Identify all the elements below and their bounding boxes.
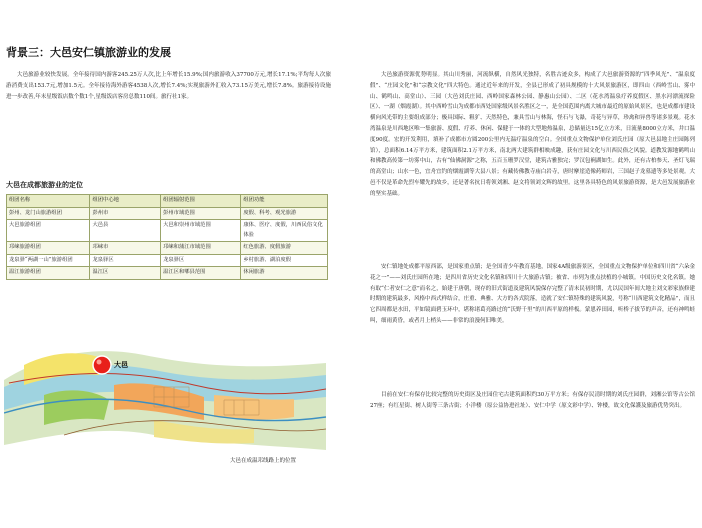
table-cell: 彭州市域范围 <box>161 207 241 220</box>
table-cell: 邛崃市 <box>90 242 161 255</box>
table-cell: 大邑县 <box>90 220 161 242</box>
section-title: 背景三：大邑安仁镇旅游业的发展 <box>6 46 171 59</box>
table-cell: 度假、科考、观光旅游 <box>241 207 328 220</box>
table-cell: 红色旅游、度假旅游 <box>241 242 328 255</box>
table-cell: 康体、医疗、度假，川西民俗文化体验 <box>241 220 328 242</box>
table-cell: 休闲旅游 <box>241 267 328 280</box>
header-cell: 组团中心地 <box>90 195 161 208</box>
map-caption: 大邑在成温邛线路上的位置 <box>230 458 297 464</box>
table-row <box>7 220 328 242</box>
table-row <box>7 207 328 220</box>
table-cell: 温江区 <box>90 267 161 280</box>
table-cell: 彭州市 <box>90 207 161 220</box>
table-cell: 邛崃和蒲江市域范围 <box>161 242 241 255</box>
right-paragraph-1: 大邑旅游资源优势明显。其山川秀丽，河流纵横，自然风光独特，名胜古迹众多，构成了大邑旅游资源的“四季风光”、“温泉度假”、“庄园文化”和“宗教文化”四大特色。通过近年来的开发，全县已形成了初具规模的十大风景旅游区，即四山（西岭雪山、雾中山、鹤鸣山、高堂山）、三园（大邑刘氏庄园、西岭国家森林公园、静惠山公园）、二区（花水湾温泉疗养度假区、黑水河漂流探险区）、一湖（烟霞湖）。其中西岭雪山为成都市西处国家级风景名胜区之一，是全国范围内离大城市最近的原始风景区，也是成都市建设横向风光带的主要组成部分；极具国际、粗犷、天然特色，兼具雪山与林海，怪石与飞瀑，奇花与异草，珍禽和异兽等诸多景观。花水湾温泉是川西地区唯一集旅游、度假、疗养、休闲、保健于一体的大型地热温泉，总储量达15亿立方米，日流量8000立方米，井口温度90度。宏的开发利用，填补了成都市方圆200公里内无温疗温泉的空白。全国重点文物保护单位刘氏庄园（原大邑县地主庄园陈列馆），总面积6.14万平方米，建筑面积2.1万平方米，南北两大建筑群相映成趣，获有庄园文化与川西民俗之风貌。道教发源地鹤鸣山和佛教高传第一坊雾中山，古有“仙佛洞源”之称，五百玉珊罗汉堂，建筑古雅独完；罗汉包裥湖如生。此外，还有古柏参天、圣灯飞瑞的高堂山；山水一色，宜舟宜钓的烟霞湖等大县八景；有藏传佛教寺庙白岩寺，唐时摩崖造像药师岩，三国赵子龙墓遗等多处景观。大邑不仅是革命先烈车耀先的故乡，还是著名抗日将领刘湘、赵文将领刘文辉的故里。这里各具特色的风景旅游资源，是大邑发展旅游业的坚实基础。 <box>370 72 695 197</box>
table-cell: 龙泉驿区 <box>90 254 161 267</box>
right-paragraph-2: 安仁镇地处成都平原西部，是国家重点镇；是全国青少年教育基地，国家4A级旅游景区，全国重点文物保护单位和四川省“六朵金花之一”——刘氏庄园所在地；是四川省历史文化名镇和四川十大旅游古镇；被省、市列为重点扶植的小城镇。中国历史文化名镇。她有取“仁者安仁之意”而名之，始建于唐朝，现存的旧式街道及建筑风貌保存完整了清末民初时期，尤以民国年间大地主刘文彩家族修建时期的建筑最多，风格中西式样结合，庄重、典雅、大方的各式院落，造就了安仁镇特殊的建筑风貌，号称“川西建筑文化精品”，而且它四周都是水田，平如镜面碧玉环中，堪称诸葛亮路过的“沃野千里”的川西平原的样板。蒙恩养田园，听桥子拔节的声音，还有神鸣蛙叫，细雨黄昏，或者月上梢头——非常的浪漫何旧唯美。 <box>370 264 695 324</box>
table-cell: 温江区和郫县范围 <box>161 267 241 280</box>
table-cell: 邛崃旅游组团 <box>7 242 90 255</box>
table-row <box>7 254 328 267</box>
table-cell: 温江旅游组团 <box>7 267 90 280</box>
map-marker-icon <box>93 356 111 374</box>
positioning-table <box>6 194 328 280</box>
table-header-row <box>7 195 328 208</box>
right-paragraph-3: 目前在安仁有保存比较完整的历史街区及庄园住宅古建筑面积约30万平方米；有保存民清时期的刘氏庄园群，刘湘公馆等古公馆27座；有红星街、树人街等三条古街；小洋楼（原公益协进社址）、安仁中学（原文彩中学）、钟楼，故文化保護及旅游优势突出。 <box>370 392 695 409</box>
map-marker-highlight <box>97 360 102 365</box>
table-cell: 大邑和崇州市域范围 <box>161 220 241 242</box>
table-cell: 龙泉驿区 <box>161 254 241 267</box>
header-cell: 组团辐射范围 <box>161 195 241 208</box>
map-marker-label: 大邑 <box>114 361 128 369</box>
left-paragraph: 大邑旅游业较快发展。全年接待国内游客245.25万人次,比上年增长15.9%;国内旅游收入37700万元,增长17.1%;平均每人次旅游消费支出153.7元,增加1.5元。全年接待海外游客4538人次,增长7.4%;实现旅游外汇收入73.15万美元,增长7.8%。旅游接待设施进一步改善,年末星级饭店数个数1个,星级饭店客房总数110间。旅行社1家。 <box>6 72 331 100</box>
header-cell: 组团名称 <box>7 195 90 208</box>
table-cell: 乡村旅游、湖泊度假 <box>241 254 328 267</box>
regional-map <box>4 325 326 455</box>
table-cell: 彭州、龙门山旅游组团 <box>7 207 90 220</box>
table-cell: 大邑旅游组团 <box>7 220 90 242</box>
header-cell: 组团功能 <box>241 195 328 208</box>
table-title: 大邑在成都旅游业的定位 <box>6 181 83 189</box>
table-row <box>7 267 328 280</box>
table-cell: 龙泉驿“两湖一山”旅游组团 <box>7 254 90 267</box>
table-row <box>7 242 328 255</box>
